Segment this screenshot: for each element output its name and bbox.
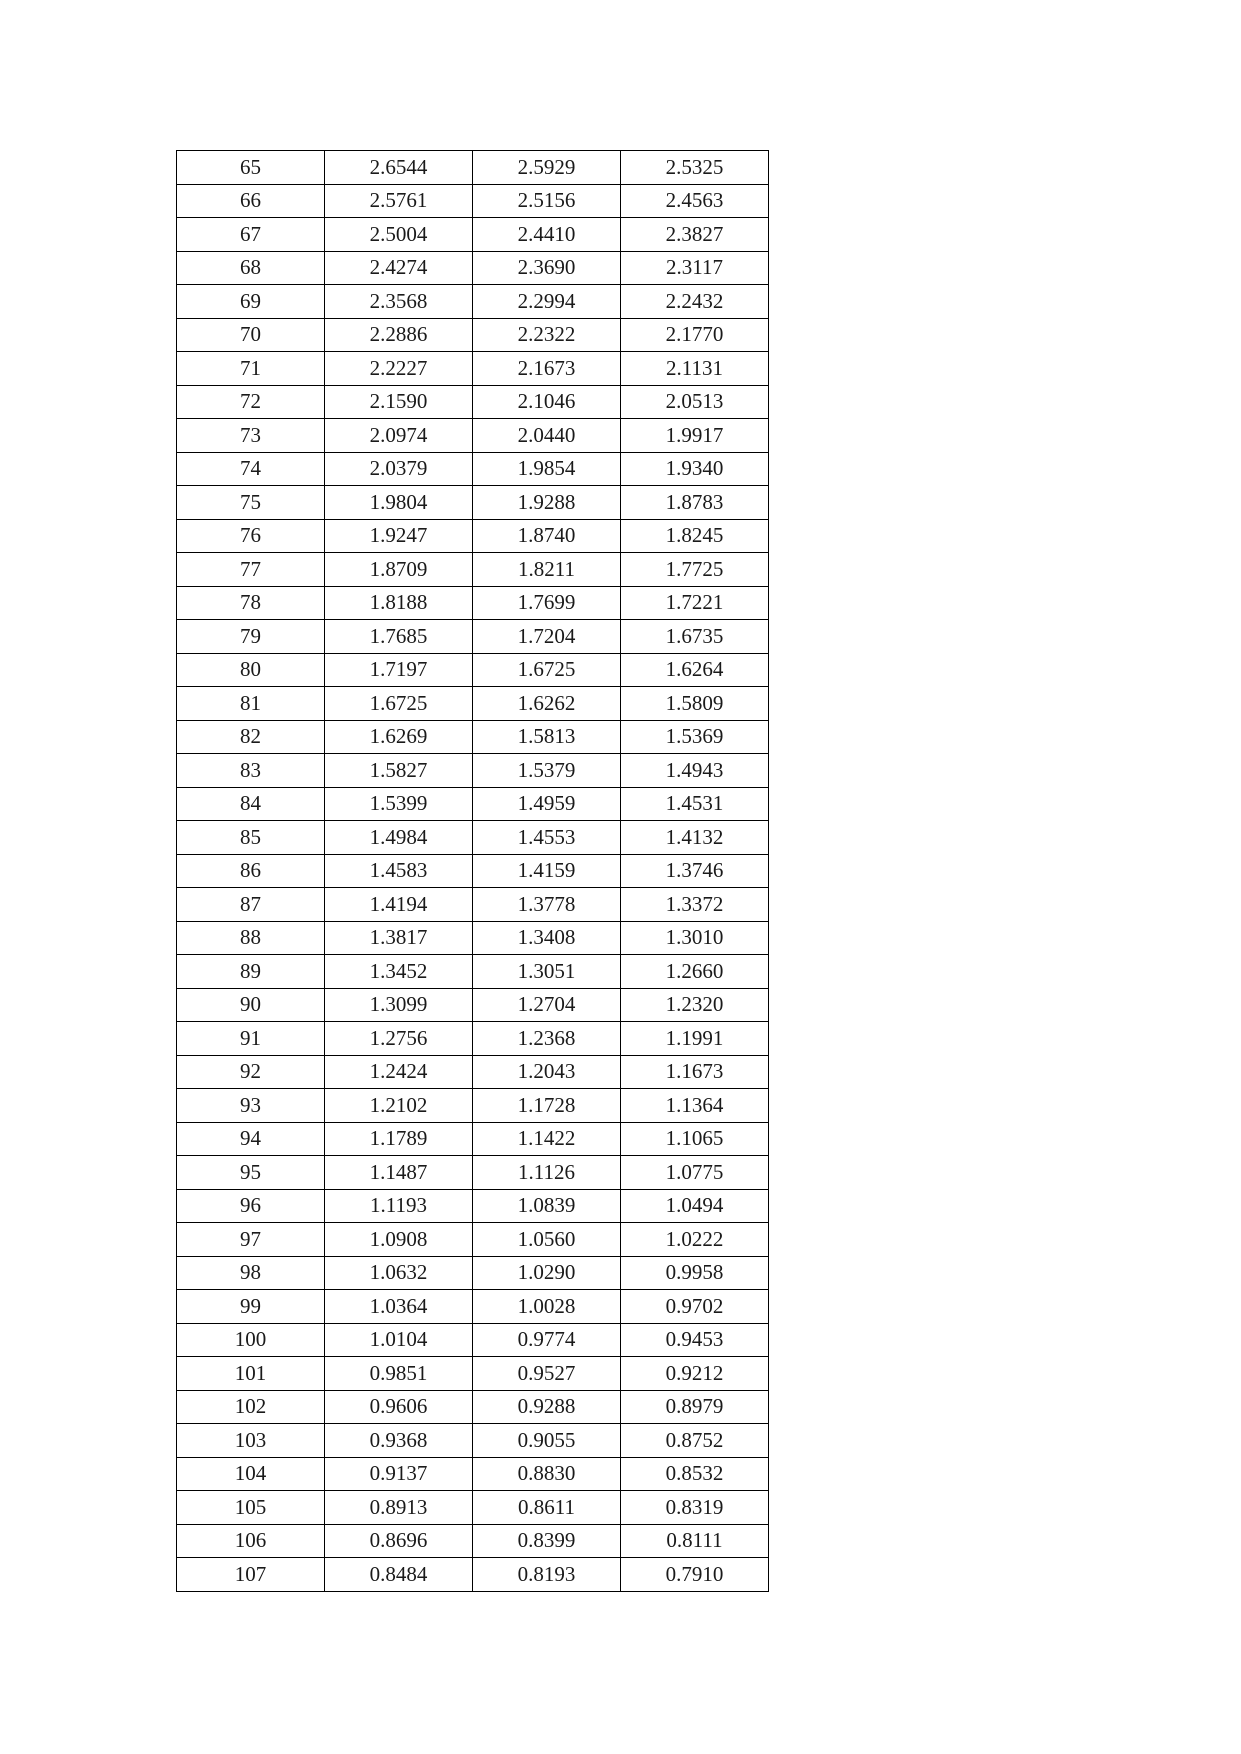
row-index-cell: 103 [177, 1424, 325, 1458]
value-cell: 1.0560 [473, 1223, 621, 1257]
table-row [177, 385, 769, 419]
value-cell: 0.8484 [325, 1558, 473, 1592]
table-row [177, 553, 769, 587]
row-index-cell: 77 [177, 553, 325, 587]
value-cell: 1.2043 [473, 1055, 621, 1089]
value-cell: 1.2704 [473, 988, 621, 1022]
value-cell: 0.9606 [325, 1390, 473, 1424]
row-index-cell: 68 [177, 251, 325, 285]
value-cell: 2.1590 [325, 385, 473, 419]
value-cell: 1.1991 [621, 1022, 769, 1056]
value-cell: 0.8111 [621, 1524, 769, 1558]
table-row [177, 1390, 769, 1424]
value-cell: 0.9527 [473, 1357, 621, 1391]
value-cell: 1.7685 [325, 620, 473, 654]
table-row [177, 1156, 769, 1190]
value-cell: 1.1487 [325, 1156, 473, 1190]
row-index-cell: 71 [177, 352, 325, 386]
table-row [177, 419, 769, 453]
row-index-cell: 73 [177, 419, 325, 453]
value-cell: 2.5929 [473, 151, 621, 185]
row-index-cell: 105 [177, 1491, 325, 1525]
table-row [177, 720, 769, 754]
value-cell: 0.8696 [325, 1524, 473, 1558]
table-row [177, 1457, 769, 1491]
value-cell: 0.8319 [621, 1491, 769, 1525]
row-index-cell: 90 [177, 988, 325, 1022]
value-cell: 2.5761 [325, 184, 473, 218]
value-cell: 0.9055 [473, 1424, 621, 1458]
data-table-body [177, 151, 769, 1592]
table-row [177, 1256, 769, 1290]
row-index-cell: 94 [177, 1122, 325, 1156]
value-cell: 0.9958 [621, 1256, 769, 1290]
row-index-cell: 106 [177, 1524, 325, 1558]
value-cell: 2.3690 [473, 251, 621, 285]
value-cell: 1.1193 [325, 1189, 473, 1223]
row-index-cell: 86 [177, 854, 325, 888]
value-cell: 1.5827 [325, 754, 473, 788]
value-cell: 1.0028 [473, 1290, 621, 1324]
row-index-cell: 89 [177, 955, 325, 989]
row-index-cell: 72 [177, 385, 325, 419]
value-cell: 1.2102 [325, 1089, 473, 1123]
table-row [177, 1424, 769, 1458]
value-cell: 1.1126 [473, 1156, 621, 1190]
table-row [177, 285, 769, 319]
value-cell: 0.9774 [473, 1323, 621, 1357]
value-cell: 1.8783 [621, 486, 769, 520]
value-cell: 2.2994 [473, 285, 621, 319]
value-cell: 1.3746 [621, 854, 769, 888]
value-cell: 2.3568 [325, 285, 473, 319]
value-cell: 1.3452 [325, 955, 473, 989]
row-index-cell: 69 [177, 285, 325, 319]
value-cell: 1.4194 [325, 888, 473, 922]
data-table [176, 150, 769, 1592]
table-row [177, 218, 769, 252]
row-index-cell: 74 [177, 452, 325, 486]
value-cell: 1.9340 [621, 452, 769, 486]
value-cell: 1.3051 [473, 955, 621, 989]
value-cell: 1.6269 [325, 720, 473, 754]
row-index-cell: 93 [177, 1089, 325, 1123]
value-cell: 1.0222 [621, 1223, 769, 1257]
value-cell: 1.5379 [473, 754, 621, 788]
table-row [177, 988, 769, 1022]
value-cell: 1.4984 [325, 821, 473, 855]
value-cell: 2.2886 [325, 318, 473, 352]
value-cell: 0.8399 [473, 1524, 621, 1558]
value-cell: 2.4563 [621, 184, 769, 218]
value-cell: 2.2432 [621, 285, 769, 319]
row-index-cell: 95 [177, 1156, 325, 1190]
table-row [177, 486, 769, 520]
table-row [177, 1122, 769, 1156]
value-cell: 2.1046 [473, 385, 621, 419]
row-index-cell: 104 [177, 1457, 325, 1491]
row-index-cell: 79 [177, 620, 325, 654]
row-index-cell: 91 [177, 1022, 325, 1056]
table-row [177, 1558, 769, 1592]
value-cell: 1.5809 [621, 687, 769, 721]
row-index-cell: 98 [177, 1256, 325, 1290]
value-cell: 2.0974 [325, 419, 473, 453]
value-cell: 1.7725 [621, 553, 769, 587]
value-cell: 1.0775 [621, 1156, 769, 1190]
value-cell: 1.3010 [621, 921, 769, 955]
value-cell: 1.0290 [473, 1256, 621, 1290]
value-cell: 0.9368 [325, 1424, 473, 1458]
table-row [177, 955, 769, 989]
table-row [177, 184, 769, 218]
table-row [177, 452, 769, 486]
value-cell: 0.9288 [473, 1390, 621, 1424]
table-row [177, 519, 769, 553]
value-cell: 0.7910 [621, 1558, 769, 1592]
row-index-cell: 102 [177, 1390, 325, 1424]
value-cell: 1.4583 [325, 854, 473, 888]
value-cell: 1.7204 [473, 620, 621, 654]
value-cell: 1.1422 [473, 1122, 621, 1156]
table-row [177, 754, 769, 788]
table-row [177, 1223, 769, 1257]
value-cell: 1.7699 [473, 586, 621, 620]
value-cell: 2.5325 [621, 151, 769, 185]
row-index-cell: 82 [177, 720, 325, 754]
value-cell: 2.6544 [325, 151, 473, 185]
table-row [177, 1290, 769, 1324]
value-cell: 1.1065 [621, 1122, 769, 1156]
row-index-cell: 85 [177, 821, 325, 855]
value-cell: 1.9917 [621, 419, 769, 453]
value-cell: 2.4274 [325, 251, 473, 285]
value-cell: 1.6725 [473, 653, 621, 687]
table-row [177, 1491, 769, 1525]
value-cell: 2.0513 [621, 385, 769, 419]
table-row [177, 251, 769, 285]
value-cell: 2.3117 [621, 251, 769, 285]
row-index-cell: 81 [177, 687, 325, 721]
value-cell: 0.8752 [621, 1424, 769, 1458]
table-row [177, 1189, 769, 1223]
row-index-cell: 88 [177, 921, 325, 955]
row-index-cell: 80 [177, 653, 325, 687]
table-row [177, 687, 769, 721]
value-cell: 1.9804 [325, 486, 473, 520]
value-cell: 1.2320 [621, 988, 769, 1022]
value-cell: 1.3372 [621, 888, 769, 922]
value-cell: 0.9702 [621, 1290, 769, 1324]
row-index-cell: 84 [177, 787, 325, 821]
table-row [177, 1089, 769, 1123]
value-cell: 1.3408 [473, 921, 621, 955]
table-row [177, 653, 769, 687]
value-cell: 1.2368 [473, 1022, 621, 1056]
row-index-cell: 87 [177, 888, 325, 922]
table-row [177, 787, 769, 821]
value-cell: 1.4943 [621, 754, 769, 788]
value-cell: 1.8709 [325, 553, 473, 587]
value-cell: 2.1673 [473, 352, 621, 386]
table-row [177, 1323, 769, 1357]
value-cell: 1.6735 [621, 620, 769, 654]
value-cell: 0.8979 [621, 1390, 769, 1424]
value-cell: 1.5369 [621, 720, 769, 754]
table-row [177, 352, 769, 386]
value-cell: 1.0494 [621, 1189, 769, 1223]
table-row [177, 586, 769, 620]
table-row [177, 888, 769, 922]
value-cell: 1.2660 [621, 955, 769, 989]
row-index-cell: 70 [177, 318, 325, 352]
value-cell: 1.6262 [473, 687, 621, 721]
value-cell: 1.1728 [473, 1089, 621, 1123]
row-index-cell: 83 [177, 754, 325, 788]
value-cell: 1.8740 [473, 519, 621, 553]
value-cell: 2.2227 [325, 352, 473, 386]
value-cell: 1.3817 [325, 921, 473, 955]
row-index-cell: 107 [177, 1558, 325, 1592]
value-cell: 1.4159 [473, 854, 621, 888]
row-index-cell: 75 [177, 486, 325, 520]
value-cell: 1.4959 [473, 787, 621, 821]
value-cell: 1.1673 [621, 1055, 769, 1089]
value-cell: 1.7197 [325, 653, 473, 687]
value-cell: 1.6725 [325, 687, 473, 721]
value-cell: 1.0632 [325, 1256, 473, 1290]
value-cell: 2.0379 [325, 452, 473, 486]
row-index-cell: 65 [177, 151, 325, 185]
value-cell: 1.3099 [325, 988, 473, 1022]
table-row [177, 821, 769, 855]
row-index-cell: 101 [177, 1357, 325, 1391]
value-cell: 1.0104 [325, 1323, 473, 1357]
value-cell: 0.9453 [621, 1323, 769, 1357]
row-index-cell: 100 [177, 1323, 325, 1357]
row-index-cell: 66 [177, 184, 325, 218]
value-cell: 1.0364 [325, 1290, 473, 1324]
value-cell: 2.2322 [473, 318, 621, 352]
value-cell: 0.9137 [325, 1457, 473, 1491]
value-cell: 1.5399 [325, 787, 473, 821]
value-cell: 1.4132 [621, 821, 769, 855]
row-index-cell: 99 [177, 1290, 325, 1324]
value-cell: 0.8532 [621, 1457, 769, 1491]
value-cell: 0.9851 [325, 1357, 473, 1391]
value-cell: 1.3778 [473, 888, 621, 922]
table-row [177, 1022, 769, 1056]
value-cell: 1.8211 [473, 553, 621, 587]
value-cell: 1.0908 [325, 1223, 473, 1257]
value-cell: 1.2756 [325, 1022, 473, 1056]
value-cell: 2.0440 [473, 419, 621, 453]
value-cell: 1.1364 [621, 1089, 769, 1123]
row-index-cell: 76 [177, 519, 325, 553]
table-row [177, 1055, 769, 1089]
row-index-cell: 67 [177, 218, 325, 252]
value-cell: 1.4553 [473, 821, 621, 855]
table-row [177, 151, 769, 185]
value-cell: 1.9854 [473, 452, 621, 486]
table-row [177, 1524, 769, 1558]
value-cell: 1.6264 [621, 653, 769, 687]
row-index-cell: 92 [177, 1055, 325, 1089]
row-index-cell: 78 [177, 586, 325, 620]
value-cell: 2.5156 [473, 184, 621, 218]
row-index-cell: 96 [177, 1189, 325, 1223]
table-row [177, 854, 769, 888]
table-row [177, 1357, 769, 1391]
table-row [177, 318, 769, 352]
value-cell: 1.0839 [473, 1189, 621, 1223]
value-cell: 1.5813 [473, 720, 621, 754]
value-cell: 1.7221 [621, 586, 769, 620]
value-cell: 0.8611 [473, 1491, 621, 1525]
value-cell: 1.9288 [473, 486, 621, 520]
value-cell: 2.1770 [621, 318, 769, 352]
value-cell: 1.9247 [325, 519, 473, 553]
value-cell: 2.3827 [621, 218, 769, 252]
value-cell: 0.9212 [621, 1357, 769, 1391]
value-cell: 1.2424 [325, 1055, 473, 1089]
value-cell: 2.5004 [325, 218, 473, 252]
value-cell: 1.8188 [325, 586, 473, 620]
value-cell: 0.8913 [325, 1491, 473, 1525]
value-cell: 1.1789 [325, 1122, 473, 1156]
value-cell: 1.8245 [621, 519, 769, 553]
table-row [177, 620, 769, 654]
table-row [177, 921, 769, 955]
value-cell: 1.4531 [621, 787, 769, 821]
value-cell: 2.4410 [473, 218, 621, 252]
value-cell: 0.8830 [473, 1457, 621, 1491]
row-index-cell: 97 [177, 1223, 325, 1257]
value-cell: 2.1131 [621, 352, 769, 386]
value-cell: 0.8193 [473, 1558, 621, 1592]
